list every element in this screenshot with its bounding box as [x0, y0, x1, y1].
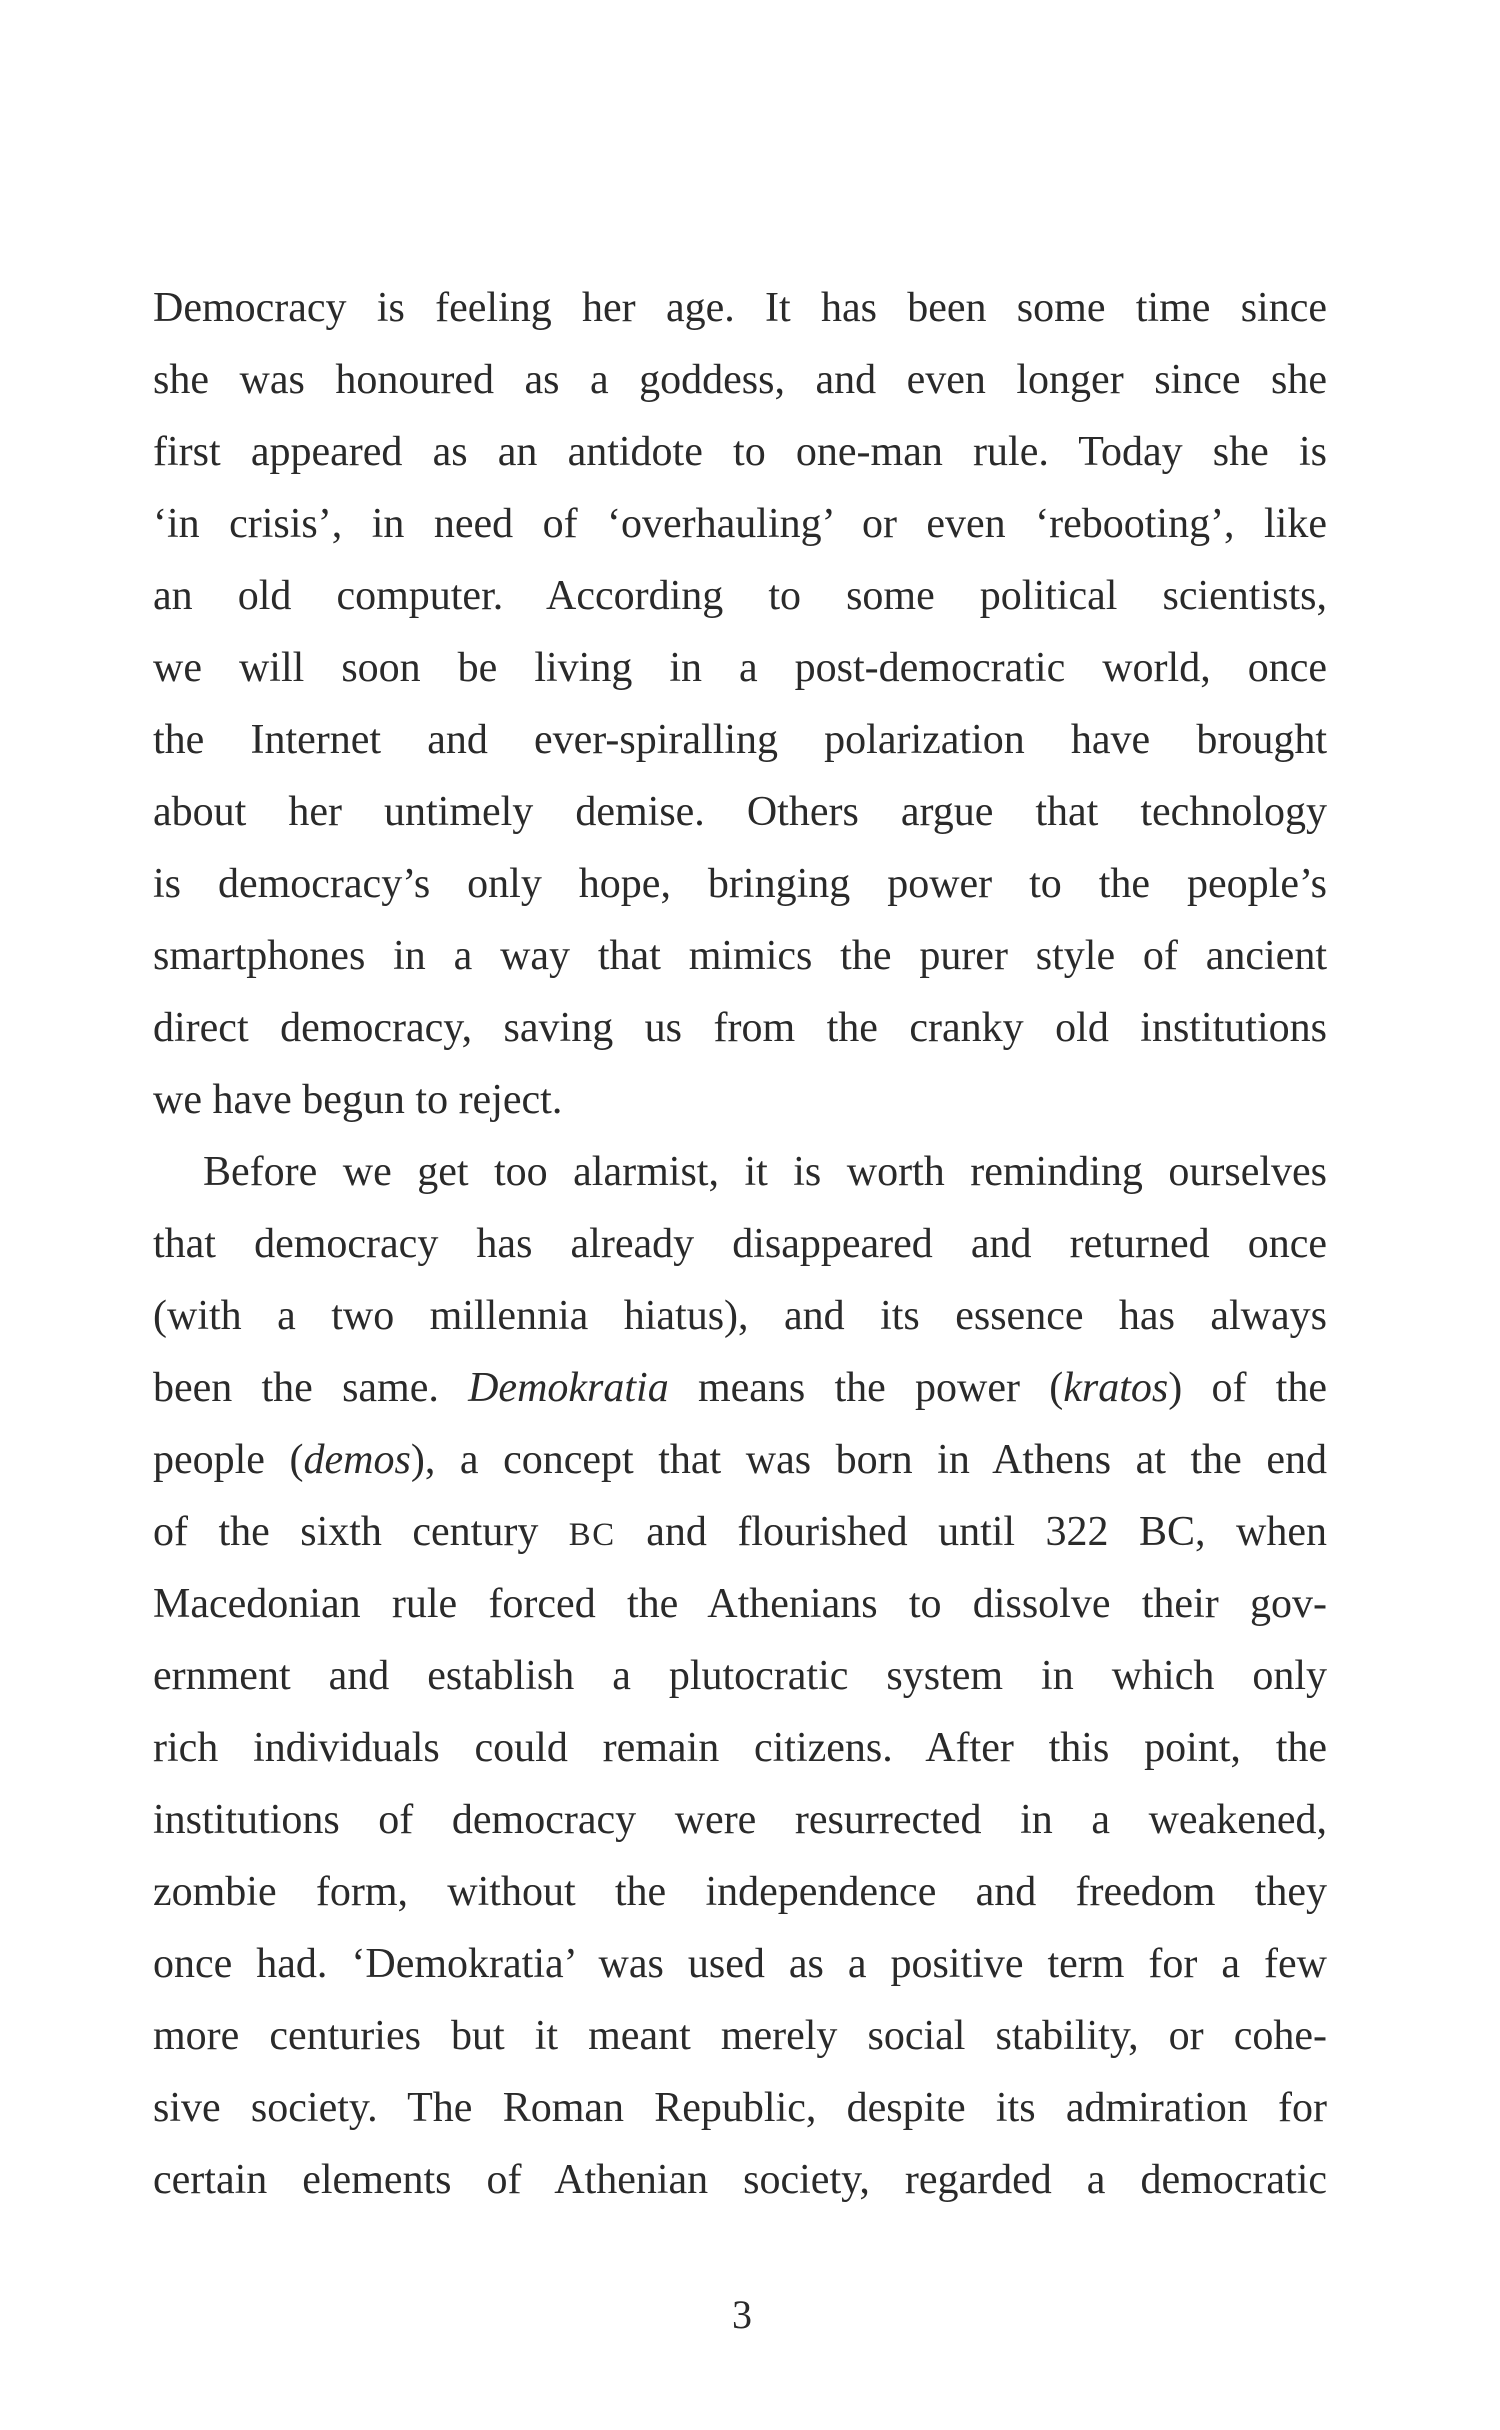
italic-term-demos: demos	[303, 1437, 411, 1483]
text-line: smartphones in a way that mimics the purer style of ancient	[153, 933, 1327, 979]
page-number: 3	[732, 2292, 752, 2337]
text-line: is democracy’s only hope, bringing power to the people’s	[153, 861, 1327, 907]
text-line: we will soon be living in a post-democratic world, once	[153, 645, 1327, 691]
small-caps-bc: BC	[568, 1517, 616, 1553]
text-run: people (	[153, 1437, 304, 1483]
text-line-paragraph-start: Before we get too alarmist, it is worth reminding ourselves	[203, 1149, 1327, 1195]
text-line: institutions of democracy were resurrected in a weakened,	[153, 1797, 1327, 1843]
text-line	[153, 1496, 1327, 1568]
text-line: rich individuals could remain citizens. After this point, the	[153, 1725, 1327, 1771]
text-line: direct democracy, saving us from the cranky old institutions	[153, 1005, 1327, 1051]
text-run: been the same.	[153, 1365, 469, 1411]
text-line: an old computer. According to some political scientists,	[153, 573, 1327, 619]
text-line: more centuries but it meant merely social stability, or cohe-	[153, 2013, 1327, 2059]
text-run: means the power (	[668, 1365, 1064, 1411]
text-line: ‘in crisis’, in need of ‘overhauling’ or even ‘rebooting’, like	[153, 501, 1327, 547]
text-line: that democracy has already disappeared and returned once	[153, 1221, 1327, 1267]
text-run: of the sixth century	[153, 1509, 569, 1555]
text-line: (with a two millennia hiatus), and its essence has always	[153, 1293, 1327, 1339]
text-line	[153, 1352, 1327, 1424]
text-run: ) of the	[1168, 1365, 1327, 1411]
text-line: ernment and establish a plutocratic system in which only	[153, 1653, 1327, 1699]
italic-term-kratos: kratos	[1063, 1365, 1169, 1411]
text-line: sive society. The Roman Republic, despite its admiration for	[153, 2085, 1327, 2131]
text-line	[153, 1424, 1327, 1496]
text-line: first appeared as an antidote to one-man rule. Today she is	[153, 429, 1327, 475]
text-line: Macedonian rule forced the Athenians to dissolve their gov-	[153, 1581, 1327, 1627]
text-line: about her untimely demise. Others argue that technology	[153, 789, 1327, 835]
text-line: the Internet and ever-spiralling polarization have brought	[153, 717, 1327, 763]
text-line: she was honoured as a goddess, and even longer since she	[153, 357, 1327, 403]
text-line-paragraph-end: we have begun to reject.	[153, 1077, 563, 1123]
text-line: zombie form, without the independence and freedom they	[153, 1869, 1327, 1915]
text-run: ), a concept that was born in Athens at the end	[410, 1437, 1327, 1483]
text-run: and flourished until 322 BC, when	[615, 1509, 1327, 1555]
text-line: Democracy is feeling her age. It has been some time since	[153, 285, 1327, 331]
italic-term-demokratia: Demokratia	[468, 1365, 669, 1411]
text-line: certain elements of Athenian society, regarded a democratic	[153, 2157, 1327, 2203]
text-line: once had. ‘Demokratia’ was used as a positive term for a few	[153, 1941, 1327, 1987]
